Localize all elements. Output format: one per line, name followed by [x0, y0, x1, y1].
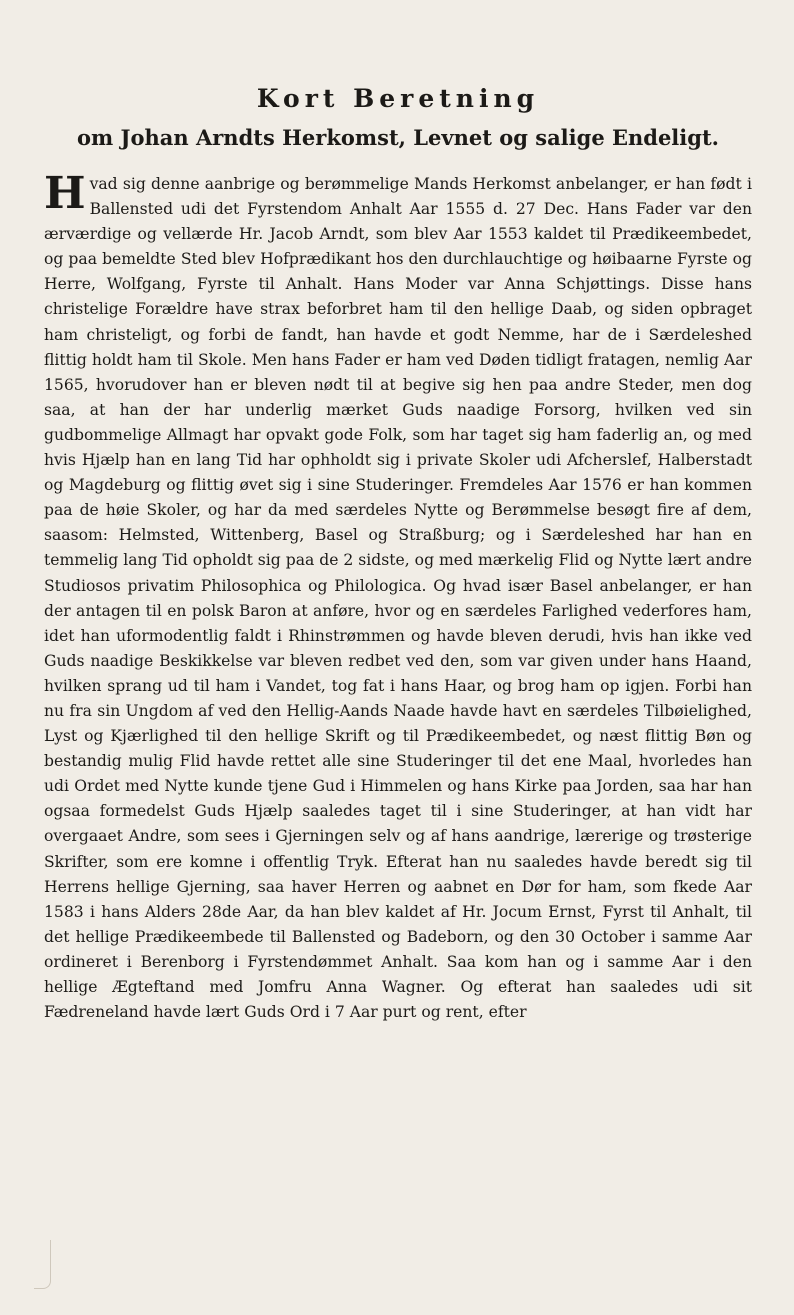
- drop-cap: H: [44, 168, 86, 219]
- body-paragraph: [44, 168, 753, 1025]
- document-title: Kort Beretning: [256, 84, 540, 113]
- body-text: vad sig denne aanbrige og berømmelige Mands Herkomst anbelanger, er han født i Ballensted udi det Fyrstendom Anhalt Aar 1555 d. 27 Dec. Hans Fader var den ærværdige og vellærde Hr. Jacob Arndt, som blev Aar 1553 kaldet til Prædikeembedet, og paa bemeldte Sted blev Hofprædikant hos den durchlauchtige og høibaarne Fyrste og Herre, Wolfgang, Fyrste til Anhalt. Hans Moder var Anna Schjøttings. Disse hans christelige Forældre have strax beforbret ham til den hellige Daab, og siden opbraget ham christeligt, og forbi de fandt, han havde et godt Nemme, har de i Særdeleshed flittig holdt ham til Skole. Men hans Fader er ham ved Døden tidligt fratagen, nemlig Aar 1565, hvorudover han er bleven nødt til at begive sig hen paa andre Steder, men dog saa, at han der har underlig mærket Guds naadige Forsorg, hvilken ved sin gudbommelige Allmagt har opvakt gode Folk, som har taget sig ham faderlig an, og med hvis Hjælp han en lang Tid har ophholdt sig i private Skoler udi Afcherslef, Halberstadt og Magdeburg og flittig øvet sig i sine Studeringer. Fremdeles Aar 1576 er han kommen paa de høie Skoler, og har da med særdeles Nytte og Berømmelse besøgt fire af dem, saasom: Helmsted, Wittenberg, Basel og Straßburg; og i Særdeleshed har han en temmelig lang Tid opholdt sig paa de 2 sidste, og med mærkelig Flid og Nytte lært andre Studiosos privatim Philosophica og Philologica. Og hvad især Basel anbelanger, er han der antagen til en polsk Baron at anføre, hvor og en særdeles Farlighed vederfores ham, idet han uformodentlig faldt i Rhinstrømmen og havde bleven derudi, hvis han ikke ved Guds naadige Beskikkelse var bleven redbet ved den, som var given under hans Haand, hvilken sprang ud til ham i Vandet, tog fat i hans Haar, og brog ham op igjen. Forbi han nu fra sin Ungdom af ved den Hellig-Aands Naade havde havt en særdeles Tilbøielighed, Lyst og Kjærlighed til den hellige Skrift og til Prædikeembedet, og næst flittig Bøn og bestandig mulig Flid havde rettet alle sine Studeringer til det ene Maal, hvorledes han udi Ordet med Nytte kunde tjene Gud i Himmelen og hans Kirke paa Jorden, saa har han ogsaa formedelst Guds Hjælp saaledes taget til i sine Studeringer, at han vidt har overgaaet Andre, som sees i Gjerningen selv og af hans aandrige, lærerige og trøsterige Skrifter, som ere komne i offentlig Tryk. Efterat han nu saaledes havde beredt sig til Herrens hellige Gjerning, saa haver Herren og aabnet en Dør for ham, som fkede Aar 1583 i hans Alders 28de Aar, da han blev kaldet af Hr. Jocum Ernst, Fyrst til Anhalt, til det hellige Prædikeembede til Ballensted og Badeborn, og den 30 October i samme Aar ordineret i Berenborg i Fyrstendømmet Anhalt. Saa kom han og i samme Aar i den hellige Ægteftand med Jomfru Anna Wagner. Og efterat han saaledes udi sit Fædreneland havde lært Guds Ord i 7 Aar purt og rent, efter: [44, 175, 753, 1022]
- page-edge-decoration: [34, 1240, 51, 1289]
- document-subtitle: om Johan Arndts Herkomst, Levnet og salige Endeligt.: [77, 125, 719, 150]
